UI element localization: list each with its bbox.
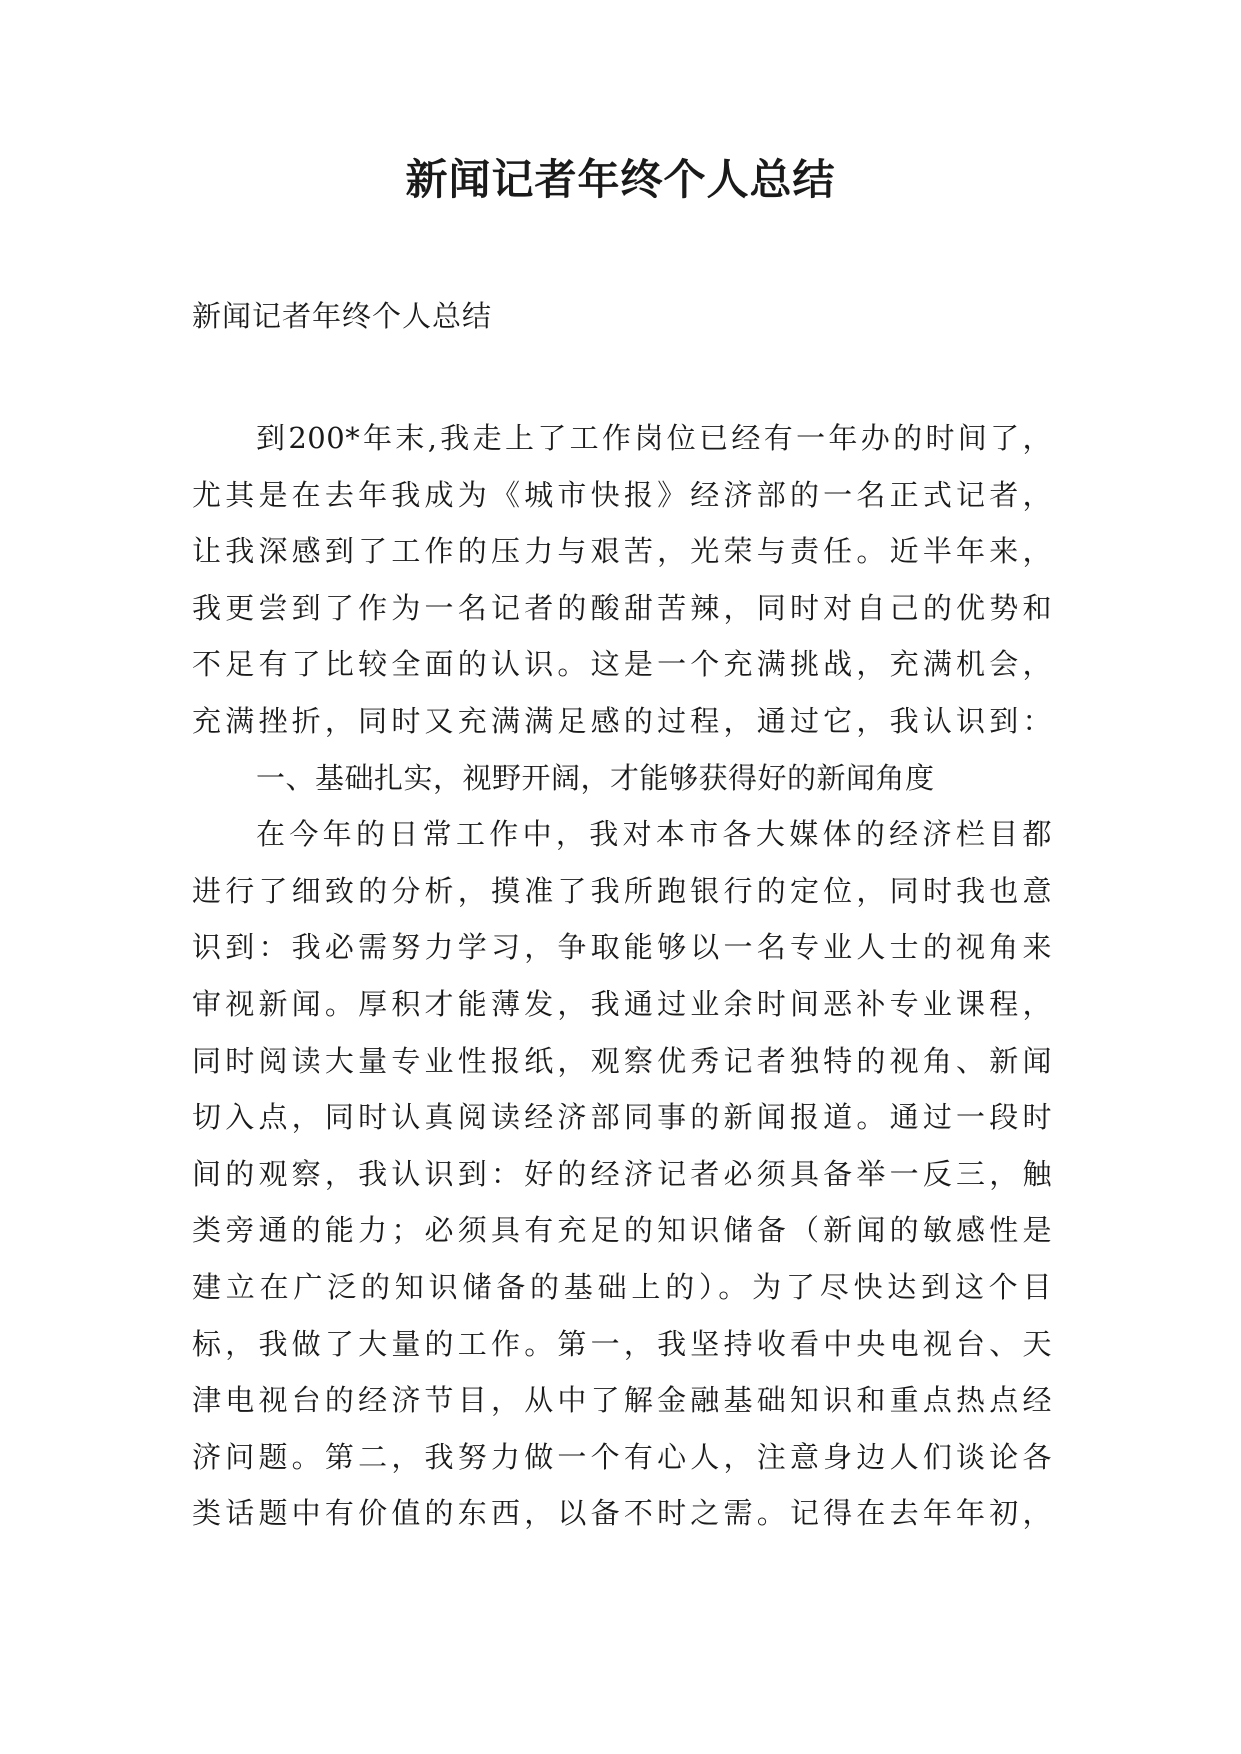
document-title: 新闻记者年终个人总结 xyxy=(405,155,836,204)
body-line: 济问题。第二，我努力做一个有心人，注意身边人们谈论各 xyxy=(192,1439,1052,1474)
body-line: 建立在广泛的知识储备的基础上的）。为了尽快达到这个目 xyxy=(192,1269,1052,1304)
body-line: 审视新闻。厚积才能薄发，我通过业余时间恶补专业课程， xyxy=(192,986,1052,1021)
body-line: 让我深感到了工作的压力与艰苦，光荣与责任。近半年来， xyxy=(192,534,1052,569)
section-heading: 一、基础扎实，视野开阔，才能够获得好的新闻角度 xyxy=(256,760,935,795)
body-line: 到200*年末,我走上了工作岗位已经有一年办的时间了， xyxy=(256,421,1052,455)
body-line: 同时阅读大量专业性报纸，观察优秀记者独特的视角、新闻 xyxy=(192,1043,1052,1078)
body-line: 类旁通的能力；必须具有充足的知识储备（新闻的敏感性是 xyxy=(192,1213,1052,1248)
body-line: 标，我做了大量的工作。第一，我坚持收看中央电视台、天 xyxy=(192,1326,1052,1361)
body-line: 切入点，同时认真阅读经济部同事的新闻报道。通过一段时 xyxy=(192,1100,1052,1135)
document-subtitle: 新闻记者年终个人总结 xyxy=(192,299,493,333)
body-line: 在今年的日常工作中，我对本市各大媒体的经济栏目都 xyxy=(256,817,1052,852)
body-line: 类话题中有价值的东西，以备不时之需。记得在去年年初， xyxy=(192,1496,1052,1531)
body-line: 尤其是在去年我成为《城市快报》经济部的一名正式记者， xyxy=(192,477,1052,512)
body-line: 识到：我必需努力学习，争取能够以一名专业人士的视角来 xyxy=(192,930,1052,965)
body-line: 津电视台的经济节目，从中了解金融基础知识和重点热点经 xyxy=(192,1383,1052,1418)
body-line: 间的观察，我认识到：好的经济记者必须具备举一反三，触 xyxy=(192,1156,1052,1191)
body-line: 我更尝到了作为一名记者的酸甜苦辣，同时对自己的优势和 xyxy=(192,590,1052,625)
body-line: 充满挫折，同时又充满满足感的过程，通过它，我认识到： xyxy=(192,703,1052,738)
document-body xyxy=(192,410,1052,1542)
body-line: 进行了细致的分析，摸准了我所跑银行的定位，同时我也意 xyxy=(192,873,1052,908)
body-line: 不足有了比较全面的认识。这是一个充满挑战，充满机会， xyxy=(192,647,1052,682)
